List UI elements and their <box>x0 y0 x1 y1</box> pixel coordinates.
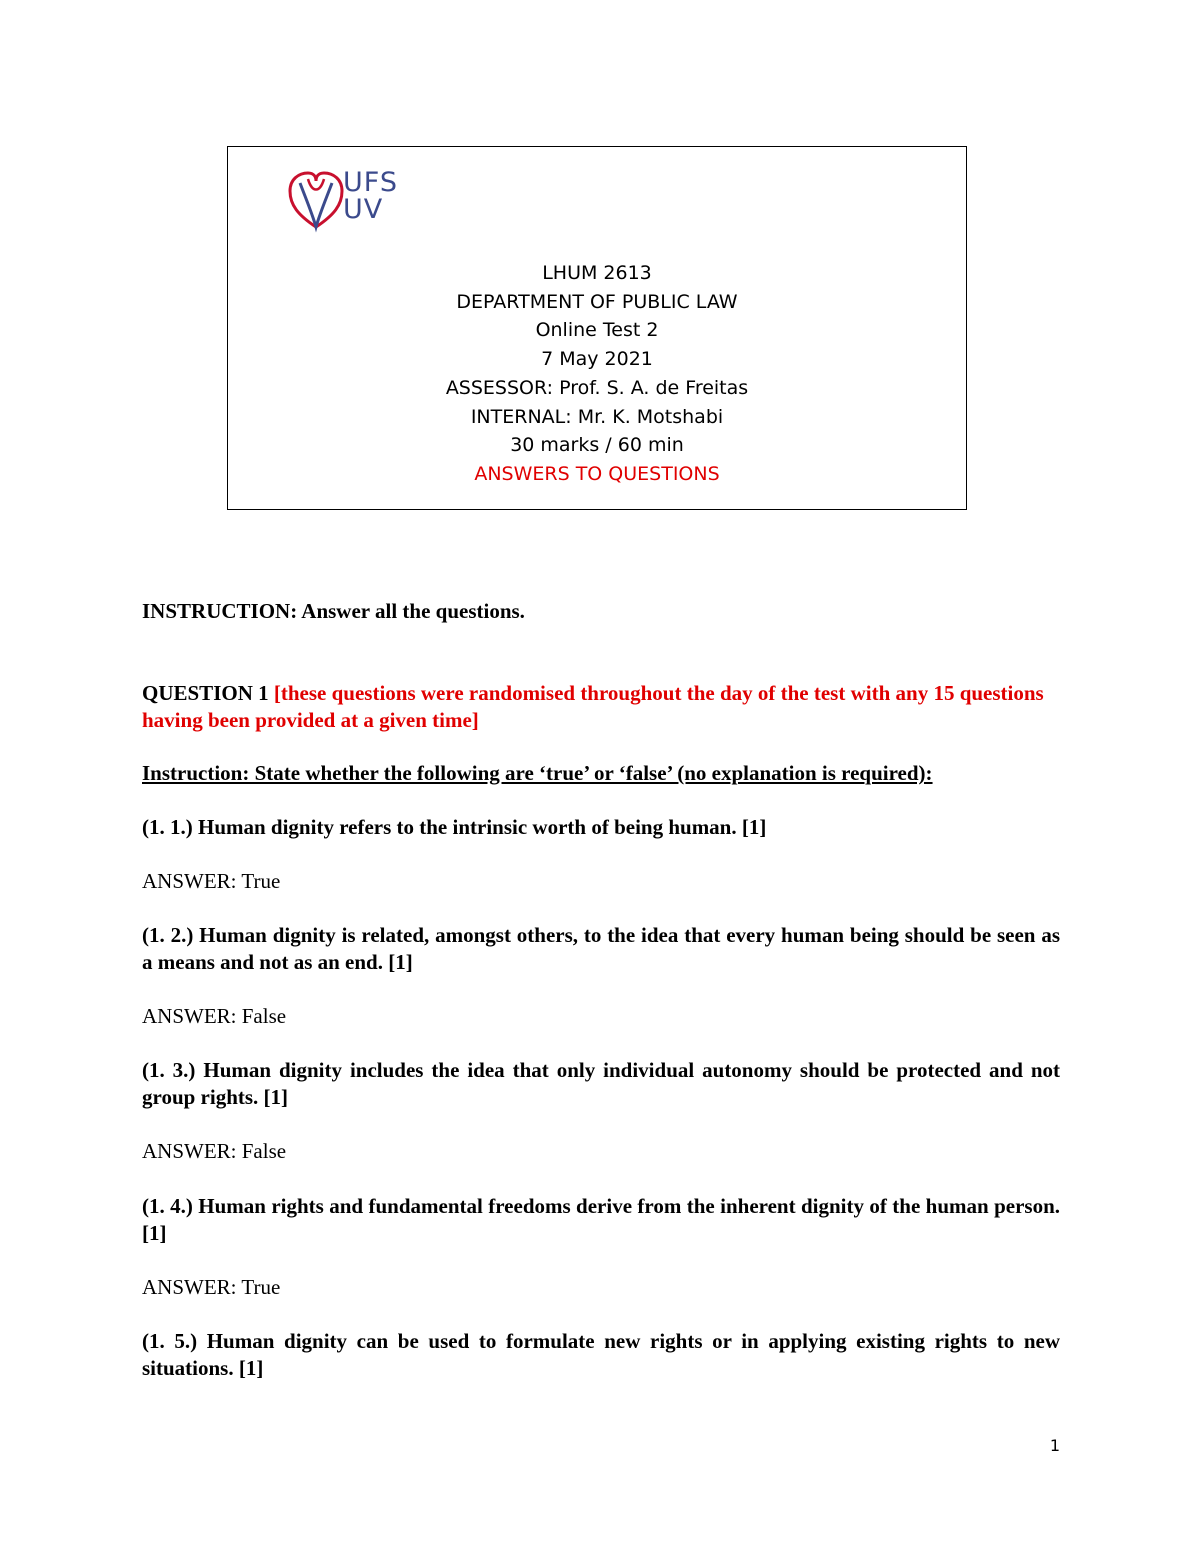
answer-text: ANSWER: False <box>142 1139 287 1163</box>
answer-1-1 <box>142 868 1060 895</box>
question1-instruction-text: Instruction: State whether the following are ‘true’ or ‘false’ (no explanation is required): <box>142 761 933 785</box>
answer-1-4 <box>142 1274 1060 1301</box>
test-name: Online Test 2 <box>535 319 659 342</box>
question1-heading-block <box>142 680 1060 734</box>
item-1-5 <box>142 1328 1060 1382</box>
ufs-heart-icon <box>286 169 346 233</box>
question1-instruction <box>142 760 1060 787</box>
instruction-text: Answer all the questions. <box>297 599 525 623</box>
answer-text: ANSWER: True <box>142 1275 281 1299</box>
course-code: LHUM 2613 <box>542 262 652 284</box>
header-lines <box>228 259 966 489</box>
logo-text-uv: UV <box>343 194 384 225</box>
item-1-3 <box>142 1057 1060 1111</box>
item-1-4 <box>142 1193 1060 1247</box>
answer-text: ANSWER: False <box>142 1004 287 1028</box>
item-text: (1. 1.) Human dignity refers to the intrinsic worth of being human. [1] <box>142 815 767 839</box>
header-box <box>227 146 967 510</box>
marks-time: 30 marks / 60 min <box>510 434 684 457</box>
instruction-label: INSTRUCTION: <box>142 599 298 623</box>
department: DEPARTMENT OF PUBLIC LAW <box>456 290 738 313</box>
question1-note: [these questions were randomised throughout the day of the test with any 15 questions having been provided at a given time] <box>142 681 1044 732</box>
question1-heading: QUESTION 1 <box>142 681 269 705</box>
answers-label: ANSWERS TO QUESTIONS <box>474 462 720 485</box>
internal-moderator: INTERNAL: Mr. K. Motshabi <box>470 405 724 428</box>
answer-1-3 <box>142 1138 1060 1165</box>
item-text: (1. 4.) Human rights and fundamental freedoms derive from the inherent dignity of the human person. [1] <box>142 1194 1060 1245</box>
page-number: 1 <box>1049 1436 1060 1455</box>
assessor: ASSESSOR: Prof. S. A. de Freitas <box>445 376 749 399</box>
instruction-line <box>142 598 1060 625</box>
answer-1-2 <box>142 1003 1060 1030</box>
item-text: (1. 3.) Human dignity includes the idea that only individual autonomy should be protected and not group rights. [1] <box>142 1058 1060 1109</box>
logo-wordmark <box>343 169 398 223</box>
answer-text: ANSWER: True <box>142 869 281 893</box>
logo-text-ufs: UFS <box>343 167 398 198</box>
item-text: (1. 5.) Human dignity can be used to formulate new rights or in applying existing rights to new situations. [1] <box>142 1329 1060 1380</box>
item-1-1 <box>142 814 1060 841</box>
ufs-logo <box>286 169 416 233</box>
test-date: 7 May 2021 <box>541 348 653 371</box>
item-1-2 <box>142 922 1060 976</box>
item-text: (1. 2.) Human dignity is related, amongst others, to the idea that every human being should be seen as a means and not as an end. [1] <box>142 923 1060 974</box>
